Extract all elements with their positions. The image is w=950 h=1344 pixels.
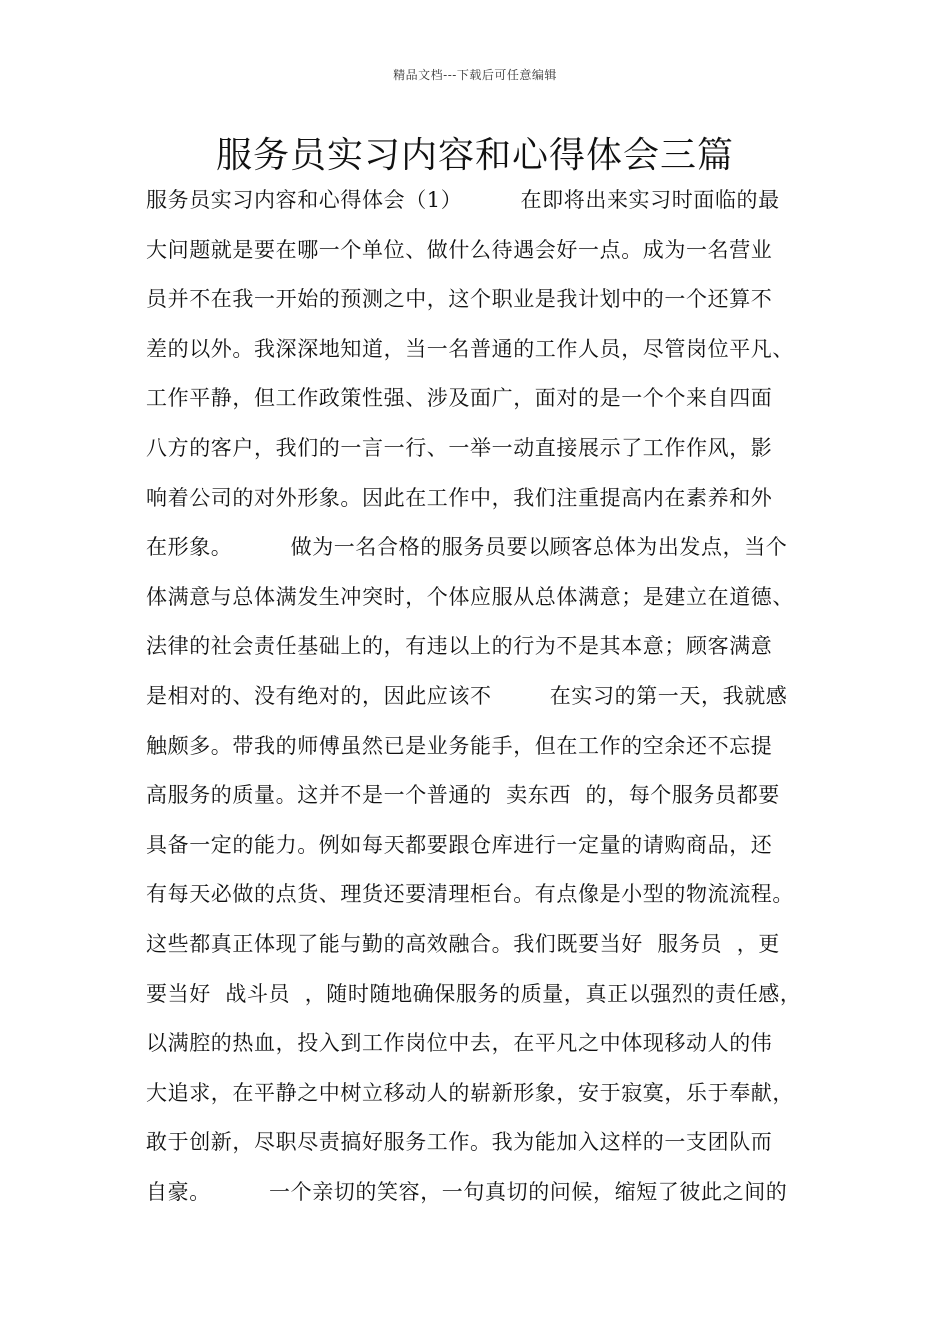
body-line: 这些都真正体现了能与勤的高效融合。我们既要当好 服务员 ，更 [146,931,780,956]
body-line: 高服务的质量。这并不是一个普通的 卖东西 的，每个服务员都要 [146,783,780,808]
body-line: 服务员实习内容和心得体会（1） 在即将出来实习时面临的最 [146,188,780,212]
body-line: 有每天必做的点货、理货还要清理柜台。有点像是小型的物流流程。 [146,882,794,907]
header-note: 精品文档---下载后可任意编辑 [393,68,557,82]
body-line: 体满意与总体满发生冲突时，个体应服从总体满意；是建立在道德、 [146,584,794,609]
body-line: 要当好 战斗员 ，随时随地确保服务的质量，真正以强烈的责任感， [146,981,802,1006]
body-line: 是相对的、没有绝对的，因此应该不 在实习的第一天，我就感 [146,683,788,708]
body-line: 法律的社会责任基础上的，有违以上的行为不是其本意；顾客满意 [146,634,773,659]
body-line: 工作平静，但工作政策性强、涉及面广，面对的是一个个来自四面 [146,386,773,411]
body-line: 大问题就是要在哪一个单位、做什么待遇会好一点。成为一名营业 [146,237,773,262]
body-line: 员并不在我一开始的预测之中，这个职业是我计划中的一个还算不 [146,287,773,312]
body-line: 触颇多。带我的师傅虽然已是业务能手，但在工作的空余还不忘提 [146,733,773,758]
body-line: 在形象。 做为一名合格的服务员要以顾客总体为出发点，当个 [146,535,788,560]
body-line: 自豪。 一个亲切的笑容，一句真切的问候，缩短了彼此之间的 [146,1179,788,1204]
body-line: 响着公司的对外形象。因此在工作中，我们注重提高内在素养和外 [146,485,773,510]
body-line: 大追求，在平静之中树立移动人的崭新形象，安于寂寞，乐于奉献， [146,1080,794,1105]
body-line: 具备一定的能力。例如每天都要跟仓库进行一定量的请购商品，还 [146,832,773,857]
body-line: 敢于创新，尽职尽责搞好服务工作。我为能加入这样的一支团队而 [146,1130,773,1155]
body-line: 差的以外。我深深地知道，当一名普通的工作人员，尽管岗位平凡、 [146,336,794,361]
document-body [146,178,816,1219]
document-title: 服务员实习内容和心得体会三篇 [215,135,734,176]
body-line: 以满腔的热血，投入到工作岗位中去，在平凡之中体现移动人的伟 [146,1031,773,1056]
body-line: 八方的客户，我们的一言一行、一举一动直接展示了工作作风，影 [146,435,773,460]
